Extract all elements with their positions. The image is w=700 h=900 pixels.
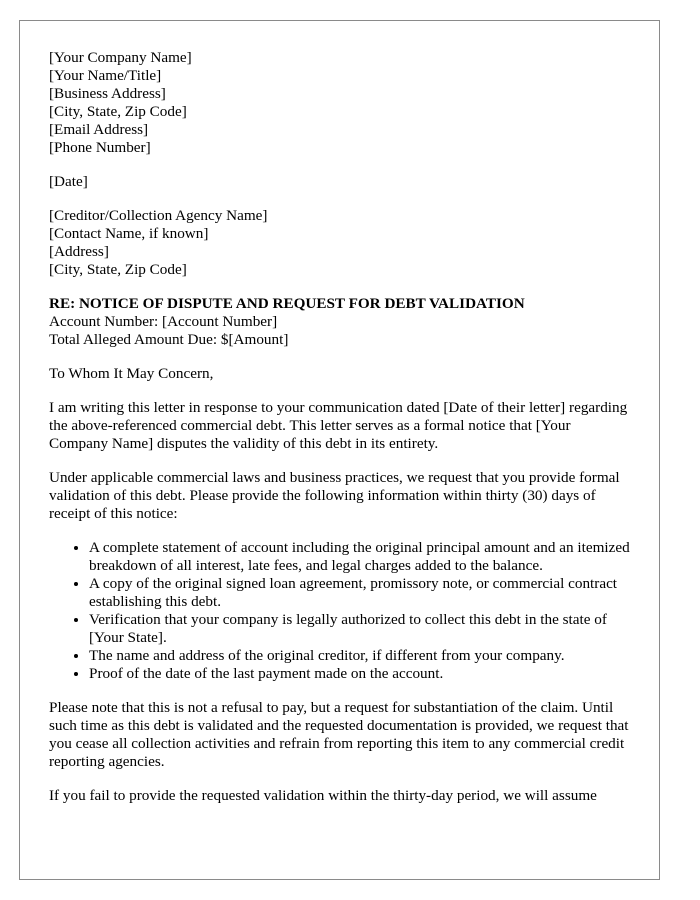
not-refusal-paragraph: Please note that this is not a refusal to pay, but a request for substantiation of the claim. Until such time as this debt is validated and the requested documentation is provided, we request that you cease all collection activities and refrain from reporting this item to any commercial credit reporting agencies.: [49, 699, 629, 770]
recipient-contact: [Contact Name, if known]: [49, 225, 209, 242]
letter-date: [Date]: [49, 173, 88, 190]
list-item: • Verification that your company is legally authorized to collect this debt in the state of [Your State].: [89, 611, 633, 647]
list-item: • A complete statement of account including the original principal amount and an itemized breakdown of all interest, late fees, and legal charges added to the balance.: [89, 539, 633, 575]
sender-name-title: [Your Name/Title]: [49, 67, 162, 84]
reference-block: [49, 295, 633, 349]
letter-page: [19, 20, 660, 880]
sender-city-state-zip: [City, State, Zip Code]: [49, 103, 187, 120]
list-item: • The name and address of the original creditor, if different from your company.: [89, 647, 633, 665]
account-number: Account Number: [Account Number]: [49, 313, 278, 330]
sender-business-address: [Business Address]: [49, 85, 166, 102]
recipient-city-state-zip: [City, State, Zip Code]: [49, 261, 187, 278]
recipient-block: [49, 207, 633, 279]
sender-email: [Email Address]: [49, 121, 149, 138]
sender-block: [49, 49, 633, 157]
request-paragraph: Under applicable commercial laws and business practices, we request that you provide formal validation of this debt. Please provide the following information within thirty (30) days of receipt of this notice:: [49, 469, 620, 522]
failure-paragraph: If you fail to provide the requested validation within the thirty-day period, we will assume: [49, 787, 597, 804]
recipient-address: [Address]: [49, 243, 109, 260]
list-item: • Proof of the date of the last payment made on the account.: [89, 665, 633, 683]
intro-paragraph: I am writing this letter in response to your communication dated [Date of their letter] regarding the above-referenced commercial debt. This letter serves as a formal notice that [Your Company Name] disputes the validity of this debt in its entirety.: [49, 399, 628, 452]
subject-line: RE: NOTICE OF DISPUTE AND REQUEST FOR DEBT VALIDATION: [49, 295, 525, 312]
recipient-name: [Creditor/Collection Agency Name]: [49, 207, 268, 224]
list-item: • A copy of the original signed loan agreement, promissory note, or commercial contract establishing this debt.: [89, 575, 633, 611]
amount-due: Total Alleged Amount Due: $[Amount]: [49, 331, 289, 348]
salutation: To Whom It May Concern,: [49, 365, 214, 382]
validation-request-list: [49, 539, 633, 683]
sender-company-name: [Your Company Name]: [49, 49, 192, 66]
date-block: [49, 173, 633, 191]
letter-body: [49, 49, 633, 821]
sender-phone: [Phone Number]: [49, 139, 151, 156]
